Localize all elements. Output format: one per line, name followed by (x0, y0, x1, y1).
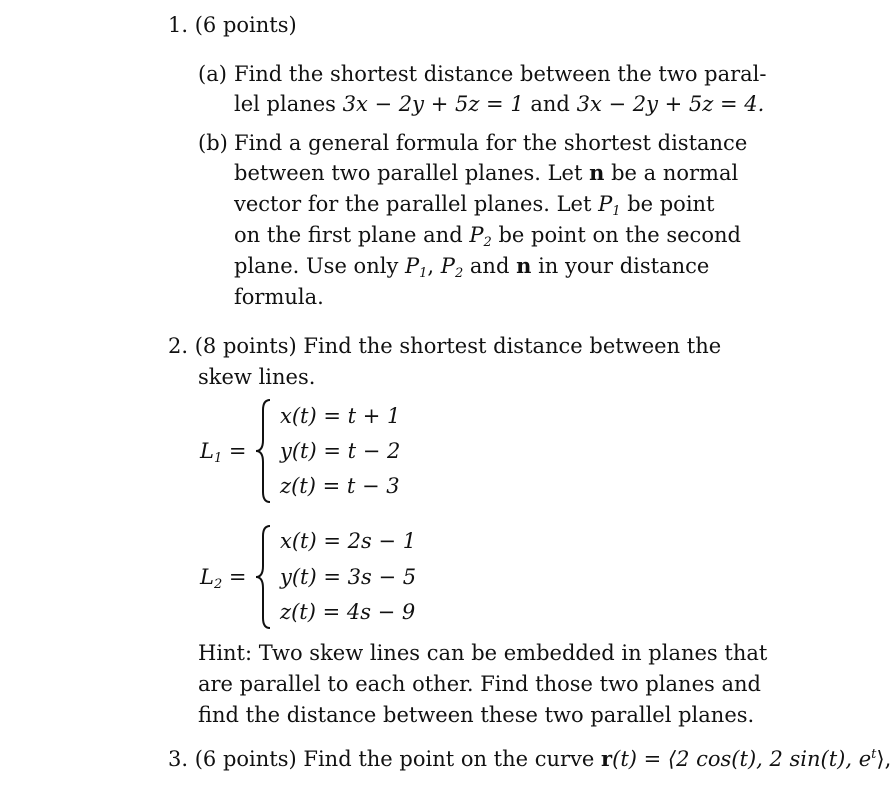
part-1b-line-2 (234, 158, 738, 189)
part-1a-prefix: lel planes (234, 92, 336, 116)
part-1b-text-normal: be a normal (611, 161, 739, 185)
plane-1-equation: 3x − 2y + 5z = 1 (342, 92, 524, 116)
plane-2-equation: 3x − 2y + 5z = 4. (576, 92, 765, 116)
part-1b-line-4 (234, 220, 741, 251)
part-1b-text-distance: in your distance (538, 254, 710, 278)
part-1b-line-3 (234, 189, 715, 220)
part-1b-text-vector: vector for the parallel planes. Let (234, 192, 592, 216)
point-p2-ref: $P_2$ (440, 254, 464, 281)
part-1b-line-6: formula. (234, 285, 324, 309)
part-1a-and: and (530, 92, 570, 116)
part-1b-text-and: and (469, 254, 510, 278)
problem-2-number: 2. (168, 334, 189, 358)
problem-3-line-1 (168, 744, 891, 775)
problem-2-points: (8 points) (194, 334, 297, 358)
hint-line-2: are parallel to each other. Find those two planes and (198, 672, 761, 696)
hint-line-1: Hint: Two skew lines can be embedded in planes that (198, 641, 768, 665)
l2-z-equation: z(t) = 4s − 9 (280, 600, 416, 624)
l2-left-brace (254, 524, 272, 630)
problem-2-line-2: skew lines. (198, 365, 316, 389)
l2-x-equation: x(t) = 2s − 1 (280, 529, 417, 553)
point-p2: $P_2$ (469, 223, 492, 250)
normal-vector-n: n (589, 160, 605, 185)
problem-1-points: (6 points) (194, 13, 297, 37)
l1-left-brace (254, 398, 272, 504)
problem-1-number: 1. (168, 13, 189, 37)
l1-z-equation: z(t) = t − 3 (280, 474, 400, 498)
problem-3-number: 3. (168, 747, 189, 771)
part-1a-line-1: Find the shortest distance between the two paral- (234, 62, 767, 86)
l1-x-equation: x(t) = t + 1 (280, 404, 401, 428)
part-1b-line-5: plane. Use only $P_1$, $P_2$ and n in your distance (234, 253, 710, 281)
problem-1-header (168, 10, 297, 41)
problem-2-line-1 (168, 331, 721, 362)
point-p1: $P_1$ (598, 192, 621, 219)
part-1b-text-second: be point on the second (498, 223, 741, 247)
l2-y-equation: y(t) = 3s − 5 (280, 565, 417, 589)
problem-3-points: (6 points) (194, 747, 297, 771)
hint-line-3: find the distance between these two parallel planes. (198, 703, 755, 727)
part-1b-line-1: Find a general formula for the shortest distance (234, 131, 748, 155)
part-1a-line-2 (234, 89, 764, 120)
point-p1-ref: $P_1$ (405, 254, 428, 281)
part-1a-label: (a) (198, 62, 227, 86)
part-1b-text-use-only: plane. Use only (234, 254, 399, 278)
normal-vector-n-ref: n (516, 253, 532, 278)
part-1b-text-first-plane: on the first plane and (234, 223, 463, 247)
part-1b-label: (b) (198, 131, 228, 155)
part-1b-text-let: between two parallel planes. Let (234, 161, 583, 185)
problem-2-text: Find the shortest distance between the (303, 334, 722, 358)
problem-3-text: Find the point on the curve (303, 747, 595, 771)
line-l1-label: $L_1$ = (200, 439, 247, 466)
l1-y-equation: y(t) = t − 2 (280, 439, 401, 463)
part-1b-text-bepoint: be point (627, 192, 715, 216)
line-l2-label: $L_2$ = (200, 565, 247, 592)
curve-equation: r(t) = ⟨2 cos(t), 2 sin(t), $e^t⟩$, (601, 746, 891, 771)
